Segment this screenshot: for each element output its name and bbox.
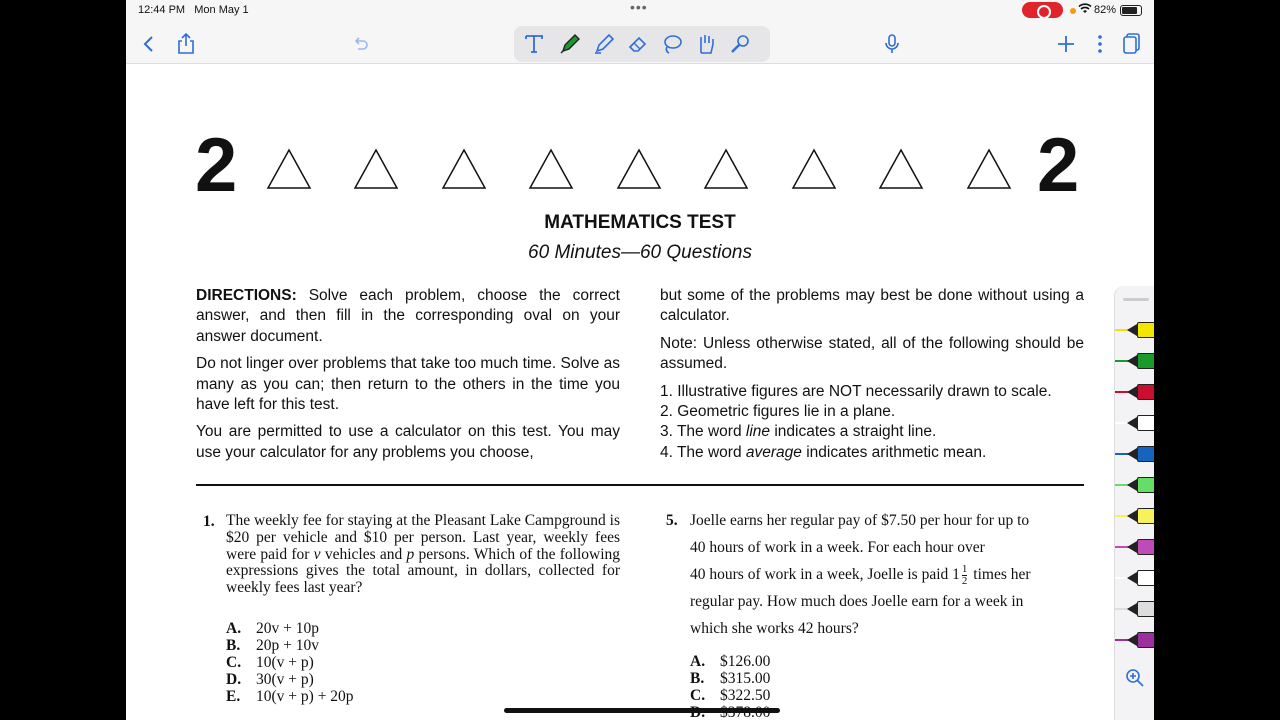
light-green-pen-icon[interactable] xyxy=(1115,475,1154,495)
pen-tip xyxy=(1127,510,1137,522)
triangle-icon xyxy=(266,148,312,190)
text-tool-icon[interactable] xyxy=(522,32,546,56)
battery-percent: 82% xyxy=(1094,4,1117,16)
fraction: $\frac{1}{2}$ xyxy=(961,562,968,587)
directions-left-column xyxy=(196,286,620,470)
answer-option[interactable]: B. 20p + 10v xyxy=(226,637,319,654)
section-number-right: 2 xyxy=(1037,123,1080,208)
question-number: 5. xyxy=(666,512,678,529)
add-icon[interactable] xyxy=(1054,32,1078,56)
back-icon[interactable] xyxy=(136,32,160,56)
pen-tip xyxy=(1127,417,1137,429)
directions-paragraph: DIRECTIONS: Solve each problem, choose the correct answer, and then fill in the corresponding oval on your answer document. xyxy=(196,287,620,345)
pen-body xyxy=(1137,570,1154,586)
more-icon[interactable] xyxy=(1088,32,1112,56)
directions-right-column xyxy=(660,286,1084,463)
status-bar xyxy=(126,0,1154,22)
red-pen-icon[interactable] xyxy=(1115,382,1154,402)
question-text-line: Joelle earns her regular pay of $7.50 per hour for up to xyxy=(690,512,1030,529)
hand-tool-icon[interactable] xyxy=(694,32,718,56)
pen-tip xyxy=(1127,572,1137,584)
pen-body xyxy=(1137,322,1154,338)
question-text-line: which she works 42 hours? xyxy=(690,620,859,637)
document-page[interactable] xyxy=(126,64,1154,720)
battery-icon xyxy=(1120,5,1142,16)
multitask-dots-icon[interactable]: ••• xyxy=(630,0,648,15)
home-indicator[interactable] xyxy=(504,708,780,713)
pen-body xyxy=(1137,632,1154,648)
triangle-icon xyxy=(528,148,574,190)
pen-tip xyxy=(1127,603,1137,615)
white-pen-icon[interactable] xyxy=(1115,413,1154,433)
pen-body xyxy=(1137,539,1154,555)
answer-option[interactable]: C. 10(v + p) xyxy=(226,654,314,671)
magenta-highlighter-icon[interactable] xyxy=(1115,537,1154,557)
microphone-icon[interactable] xyxy=(880,32,904,56)
pen-body xyxy=(1137,601,1154,617)
answer-option[interactable]: D. 30(v + p) xyxy=(226,671,314,688)
triangle-icon xyxy=(791,148,837,190)
pen-body xyxy=(1137,446,1154,462)
question-text-line: 40 hours of work in a week. For each hour over xyxy=(690,539,985,556)
pen-tip xyxy=(1127,479,1137,491)
mic-indicator-icon xyxy=(1070,8,1076,14)
blue-pen-icon[interactable] xyxy=(1115,444,1154,464)
answer-option[interactable]: C. $322.50 xyxy=(690,687,771,704)
answer-option[interactable]: E. 10(v + p) + 20p xyxy=(226,688,354,705)
undo-icon[interactable] xyxy=(348,32,372,56)
triangle-icon xyxy=(703,148,749,190)
question-1 xyxy=(196,513,626,713)
question-number: 1. xyxy=(203,513,215,530)
status-time: 12:44 PM Mon May 1 xyxy=(138,4,249,16)
directions-paragraph: Do not linger over problems that take too much time. Solve as many as you can; then return to the others in the time you have left for this test. xyxy=(196,355,620,414)
section-divider xyxy=(196,484,1084,486)
pen-tip xyxy=(1127,386,1137,398)
screen-record-icon[interactable] xyxy=(1022,2,1063,18)
pen-tool-icon[interactable] xyxy=(558,32,582,56)
triangle-icon xyxy=(878,148,924,190)
pen-tip xyxy=(1127,541,1137,553)
question-text: The weekly fee for staying at the Pleasant Lake Campground is $20 per vehicle and $10 per person. Last year, weekly fees were paid for v vehicles and p persons. Which of the following expressions gives the total amount, in dollars, collected for weekly fees last year? xyxy=(226,512,620,597)
laser-tool-icon[interactable] xyxy=(728,32,752,56)
yellow-highlighter-icon[interactable] xyxy=(1115,506,1154,526)
assumption-item: 3. The word line indicates a straight line. xyxy=(660,423,937,441)
green-pen-icon[interactable] xyxy=(1115,351,1154,371)
directions-paragraph: You are permitted to use a calculator on this test. You may use your calculator for any problems you choose, xyxy=(196,423,620,461)
pen-tray xyxy=(1114,286,1154,720)
share-icon[interactable] xyxy=(174,32,198,56)
pen-body xyxy=(1137,353,1154,369)
test-title: MATHEMATICS TEST xyxy=(544,212,736,233)
yellow-pen-icon[interactable] xyxy=(1115,320,1154,340)
triangle-icon xyxy=(353,148,399,190)
pen-body xyxy=(1137,415,1154,431)
dashed-pen-icon[interactable] xyxy=(1115,599,1154,619)
ipad-screen xyxy=(126,0,1154,720)
pen-tip xyxy=(1127,634,1137,646)
pen-tip xyxy=(1127,448,1137,460)
tool-group xyxy=(514,26,770,62)
triangle-icon xyxy=(616,148,662,190)
question-text-line: 40 hours of work in a week, Joelle is paid 1 $\frac{1}{2}$ times her xyxy=(690,562,1031,587)
section-number-left: 2 xyxy=(195,123,238,208)
directions-note: Note: Unless otherwise stated, all of the following should be assumed. xyxy=(660,334,1084,373)
pen-body xyxy=(1137,477,1154,493)
tray-grabber[interactable] xyxy=(1123,298,1149,301)
test-subtitle: 60 Minutes—60 Questions xyxy=(528,242,752,263)
triangle-icon xyxy=(441,148,487,190)
lasso-tool-icon[interactable] xyxy=(660,32,684,56)
zoom-icon[interactable] xyxy=(1125,668,1145,693)
highlighter-tool-icon[interactable] xyxy=(592,32,616,56)
assumption-item: 1. Illustrative figures are NOT necessarily drawn to scale. xyxy=(660,382,1052,400)
pen-body xyxy=(1137,384,1154,400)
answer-option[interactable]: A. 20v + 10p xyxy=(226,620,319,637)
assumption-item: 2. Geometric figures lie in a plane. xyxy=(660,403,896,421)
wifi-icon xyxy=(1078,3,1092,17)
question-5 xyxy=(666,507,1096,720)
assumption-item: 4. The word average indicates arithmetic mean. xyxy=(660,443,987,461)
pen-body xyxy=(1137,508,1154,524)
answer-option[interactable]: A. $126.00 xyxy=(690,653,771,670)
white-highlighter-icon[interactable] xyxy=(1115,568,1154,588)
pen-tip xyxy=(1127,324,1137,336)
question-text-line: regular pay. How much does Joelle earn for a week in xyxy=(690,593,1024,610)
directions-paragraph: but some of the problems may best be done without using a calculator. xyxy=(660,287,1084,325)
eraser-tool-icon[interactable] xyxy=(626,32,650,56)
toolbar xyxy=(126,22,1154,64)
pen-tip xyxy=(1127,355,1137,367)
purple-pen-icon[interactable] xyxy=(1115,630,1154,650)
assumptions-list xyxy=(660,382,1084,464)
answer-option[interactable]: B. $315.00 xyxy=(690,670,771,687)
pages-icon[interactable] xyxy=(1120,32,1144,56)
triangle-icon xyxy=(966,148,1012,190)
